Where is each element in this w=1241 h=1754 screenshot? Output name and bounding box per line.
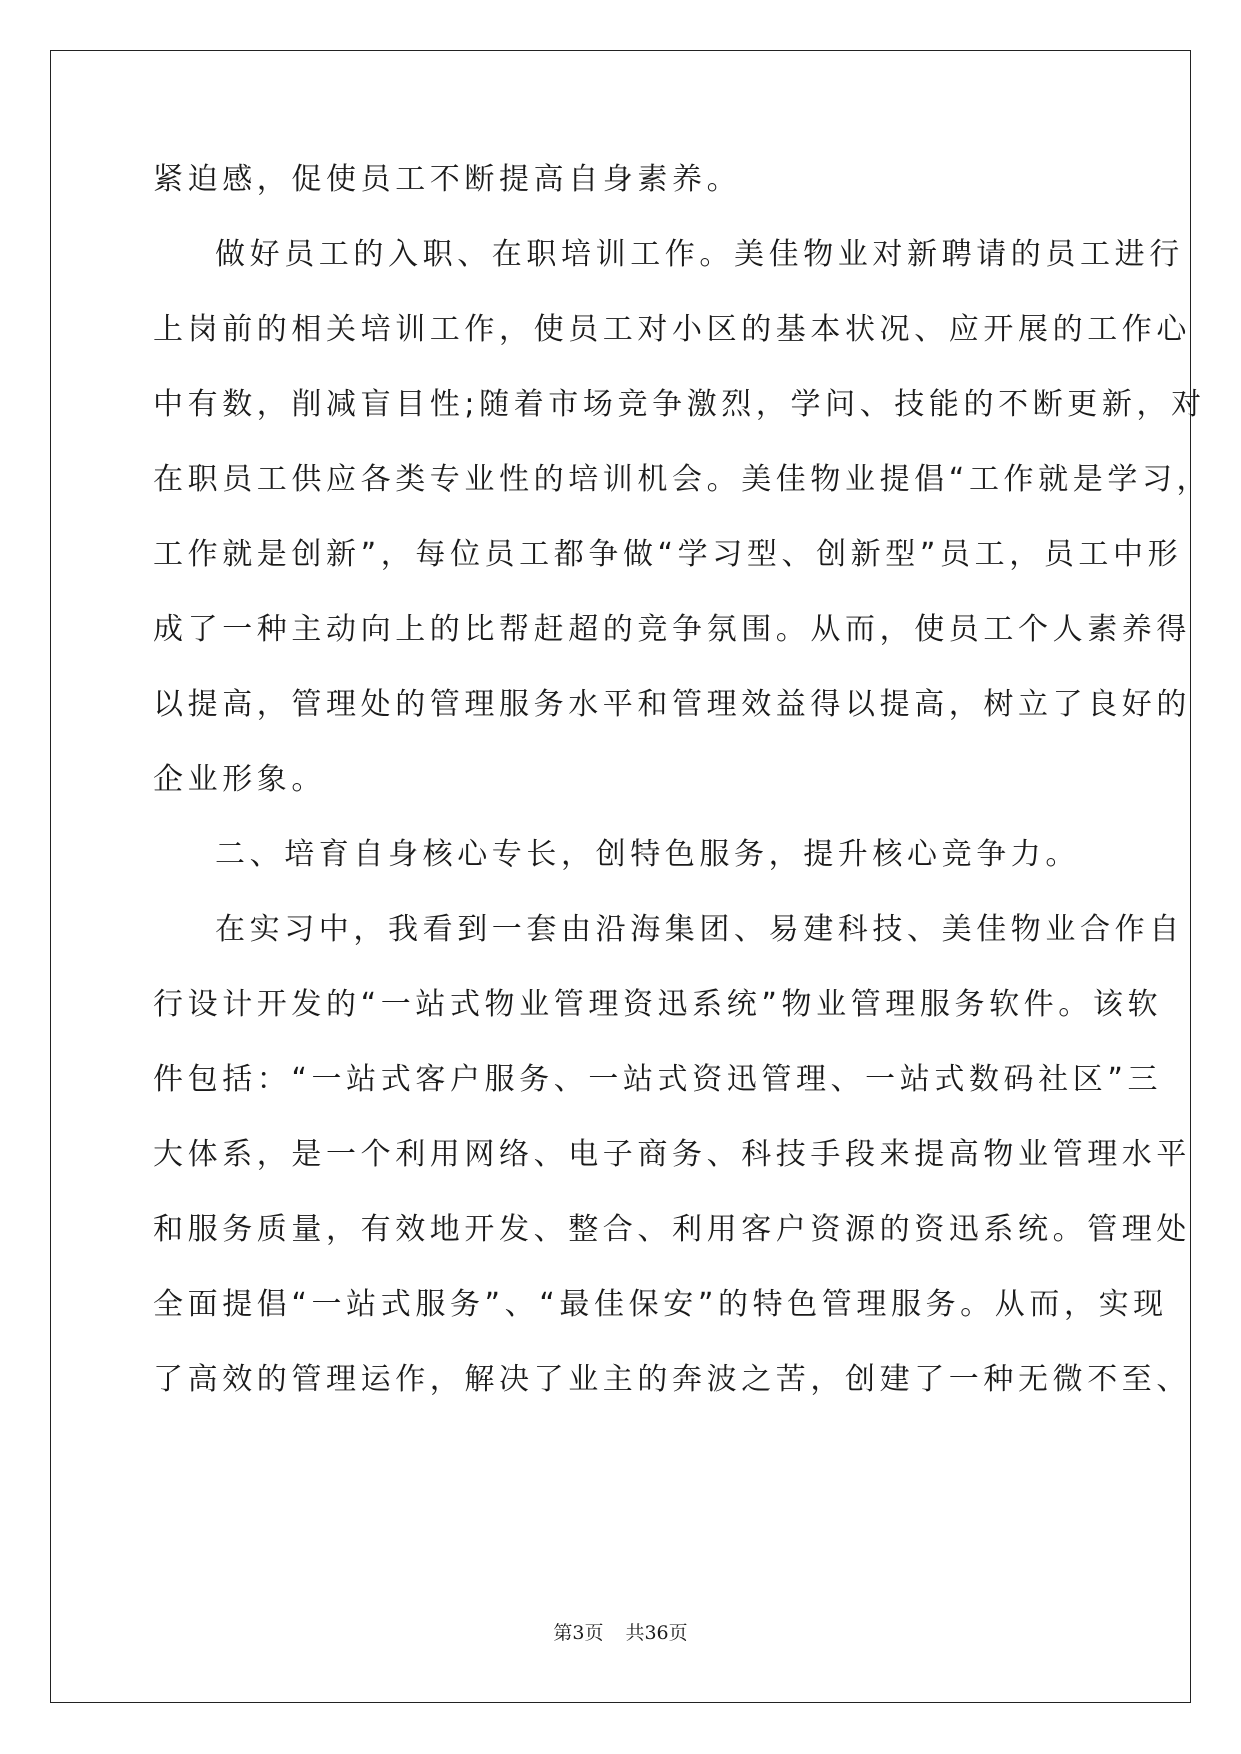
text-line: 中有数，削减盲目性;随着市场竞争激烈，学问、技能的不断更新，对: [153, 387, 1206, 422]
text-line: 紧迫感，促使员工不断提高自身素养。: [153, 162, 742, 197]
text-line: 全面提倡“一站式服务”、“最佳保安”的特色管理服务。从而，实现: [153, 1287, 1168, 1322]
page-number: 第3页: [553, 1622, 604, 1644]
text-line: 工作就是创新”，每位员工都争做“学习型、创新型”员工，员工中形: [153, 537, 1183, 572]
text-line: 企业形象。: [153, 762, 326, 797]
paragraph-first-line: 在实习中，我看到一套由沿海集团、易建科技、美佳物业合作自: [215, 912, 1184, 947]
text-line: 行设计开发的“一站式物业管理资迅系统”物业管理服务软件。该软: [153, 987, 1163, 1022]
page-total: 共36页: [625, 1622, 688, 1644]
text-line: 大体系，是一个利用网络、电子商务、科技手段来提高物业管理水平: [153, 1137, 1191, 1172]
text-line: 件包括：“一站式客户服务、一站式资迅管理、一站式数码社区”三: [153, 1062, 1163, 1097]
text-line: 在职员工供应各类专业性的培训机会。美佳物业提倡“工作就是学习，: [153, 462, 1212, 497]
text-line: 上岗前的相关培训工作，使员工对小区的基本状况、应开展的工作心: [153, 312, 1191, 347]
page-footer: [0, 1620, 1241, 1646]
section-heading: 二、培育自身核心专长，创特色服务，提升核心竞争力。: [215, 837, 1080, 872]
text-line: 了高效的管理运作，解决了业主的奔波之苦，创建了一种无微不至、: [153, 1362, 1191, 1397]
text-line: 成了一种主动向上的比帮赶超的竞争氛围。从而，使员工个人素养得: [153, 612, 1191, 647]
page-border: [50, 50, 1191, 1703]
text-line: 以提高，管理处的管理服务水平和管理效益得以提高，树立了良好的: [153, 687, 1191, 722]
paragraph-first-line: 做好员工的入职、在职培训工作。美佳物业对新聘请的员工进行: [215, 237, 1184, 272]
text-line: 和服务质量，有效地开发、整合、利用客户资源的资迅系统。管理处: [153, 1212, 1191, 1247]
